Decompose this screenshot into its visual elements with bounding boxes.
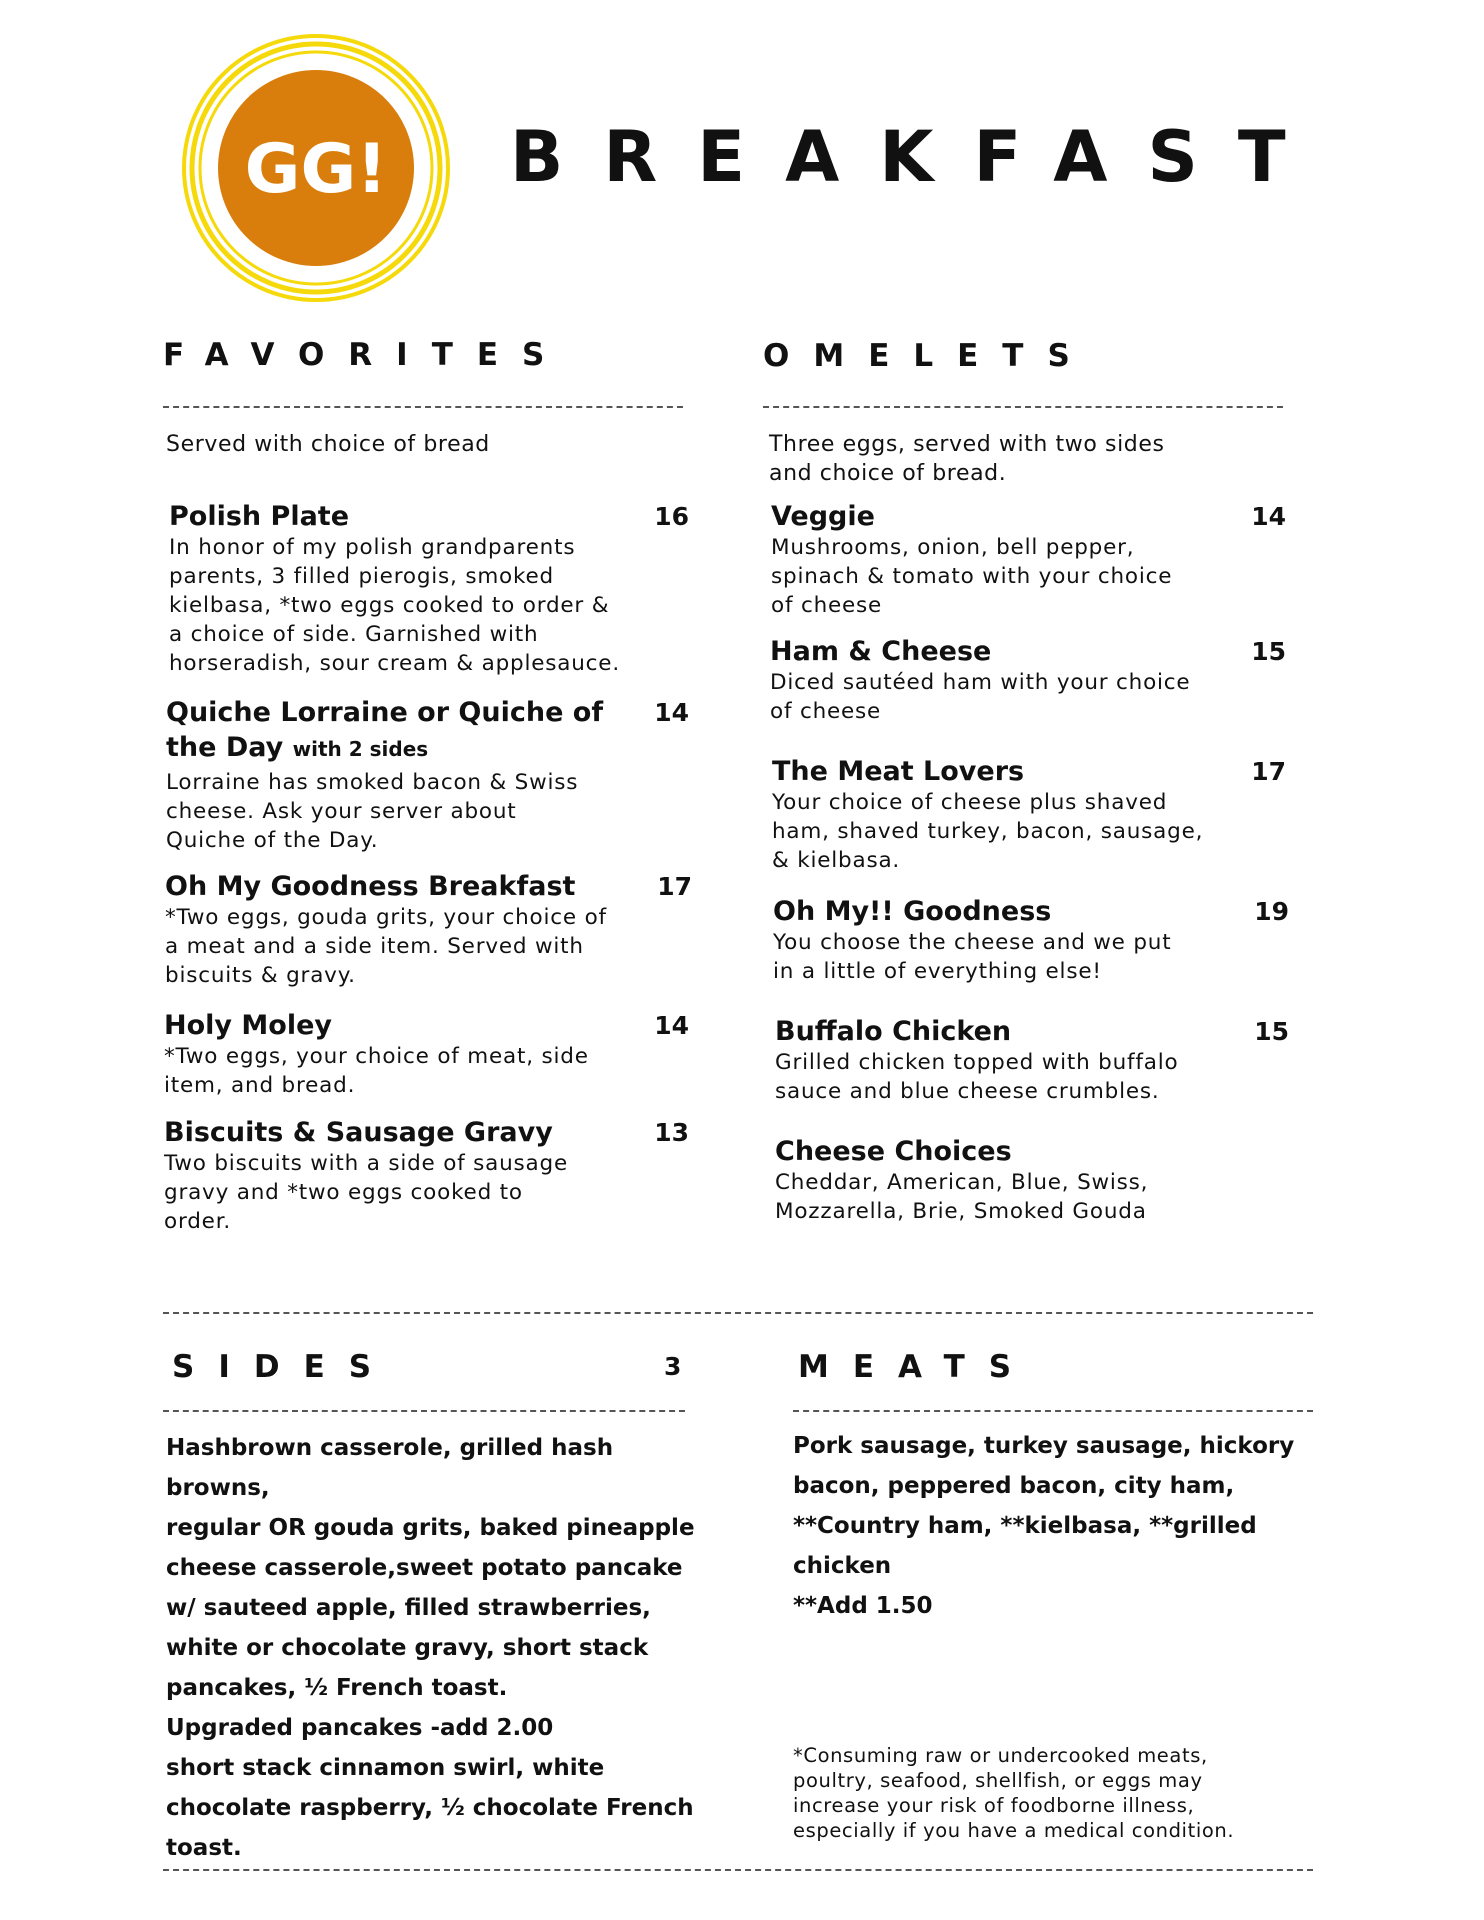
item-desc-line: spinach & tomato with your choice [771, 564, 1173, 589]
omelets-divider [763, 406, 1283, 408]
item-desc-line: biscuits & gravy. [165, 963, 356, 988]
sides-price: 3 [664, 1352, 682, 1381]
item-price: 15 [1254, 1017, 1289, 1046]
sides-line: pancakes, ½ French toast. [166, 1675, 508, 1701]
item-desc-line: Two biscuits with a side of sausage [164, 1151, 569, 1176]
menu-item-quiche [166, 696, 689, 855]
item-name: Veggie [771, 501, 875, 532]
advisory-line: increase your risk of foodborne illness, [793, 1794, 1195, 1817]
sides-line: Hashbrown casserole, grilled hash browns, [166, 1435, 614, 1501]
favorites-intro: Served with choice of bread [166, 432, 490, 457]
item-desc-line: sauce and blue cheese crumbles. [775, 1079, 1160, 1104]
sides-line: white or chocolate gravy, short stack [166, 1635, 649, 1661]
meats-heading: MEATS [798, 1349, 1036, 1385]
advisory-line: *Consuming raw or undercooked meats, [793, 1744, 1208, 1767]
section-divider [163, 1312, 1313, 1314]
upgrade-line: chocolate raspberry, ½ chocolate French [166, 1795, 694, 1821]
sides-line: cheese casserole,sweet potato pancake [166, 1555, 683, 1581]
item-name: Biscuits & Sausage Gravy [164, 1117, 553, 1148]
item-name-continued: the Day [166, 732, 284, 763]
item-desc-line: In honor of my polish grandparents [169, 535, 576, 560]
item-desc-line: of cheese [770, 699, 882, 724]
favorites-divider [163, 406, 683, 408]
item-desc-line: a meat and a side item. Served with [165, 934, 584, 959]
page-title: BREAKFAST [510, 116, 1326, 198]
item-price: 13 [654, 1118, 689, 1147]
item-name: The Meat Lovers [772, 756, 1025, 787]
meats-divider [793, 1410, 1313, 1412]
item-name: Oh My Goodness Breakfast [165, 871, 576, 902]
item-desc-line: Grilled chicken topped with buffalo [775, 1050, 1179, 1075]
item-desc-line: a choice of side. Garnished with [169, 622, 539, 647]
item-suffix: with 2 sides [292, 737, 429, 761]
item-name: Cheese Choices [775, 1136, 1012, 1167]
menu-item-meat-lovers [772, 755, 1286, 875]
item-name: Holy Moley [164, 1010, 332, 1041]
item-name: Buffalo Chicken [775, 1016, 1012, 1047]
item-name: Oh My!! Goodness [773, 896, 1052, 927]
menu-item-oh-my-goodness-breakfast [165, 870, 692, 990]
favorites-heading: FAVORITES [163, 337, 569, 373]
advisory-line: especially if you have a medical condition. [793, 1819, 1235, 1842]
advisory-line: poultry, seafood, shellfish, or eggs may [793, 1769, 1203, 1792]
omelets-heading: OMELETS [763, 338, 1094, 374]
sides-line: regular OR gouda grits, baked pineapple [166, 1515, 695, 1541]
upgraded-pancakes [166, 1708, 706, 1868]
item-desc-line: Diced sautéed ham with your choice [770, 670, 1191, 695]
menu-item-polish-plate [169, 500, 689, 678]
item-desc-line: Mozzarella, Brie, Smoked Gouda [775, 1199, 1147, 1224]
item-price: 14 [654, 698, 689, 727]
meats-list [793, 1426, 1333, 1626]
meats-line: Pork sausage, turkey sausage, hickory [793, 1433, 1295, 1459]
item-name: Quiche Lorraine or Quiche of [166, 697, 604, 728]
cheese-choices [775, 1135, 1289, 1226]
menu-item-holy-moley [164, 1009, 689, 1100]
item-price: 17 [657, 872, 692, 901]
upgrade-line: toast. [166, 1835, 242, 1861]
item-desc-line: of cheese [771, 593, 883, 618]
item-desc-line: Mushrooms, onion, bell pepper, [771, 535, 1135, 560]
item-desc-line: & kielbasa. [772, 848, 901, 873]
item-desc-line: cheese. Ask your server about [166, 799, 517, 824]
omelets-intro-line: Three eggs, served with two sides [769, 432, 1165, 457]
item-desc-line: order. [164, 1209, 231, 1234]
item-price: 15 [1251, 637, 1286, 666]
item-desc-line: Your choice of cheese plus shaved [772, 790, 1168, 815]
sides-list [166, 1428, 706, 1708]
item-desc-line: Cheddar, American, Blue, Swiss, [775, 1170, 1149, 1195]
upgrade-line: short stack cinnamon swirl, white [166, 1755, 605, 1781]
menu-item-veggie [771, 500, 1286, 620]
item-desc-line: *Two eggs, your choice of meat, side [164, 1044, 589, 1069]
item-desc-line: kielbasa, *two eggs cooked to order & [169, 593, 610, 618]
item-desc-line: in a little of everything else! [773, 959, 1102, 984]
item-desc-line: gravy and *two eggs cooked to [164, 1180, 523, 1205]
upgrade-line: Upgraded pancakes -add 2.00 [166, 1715, 554, 1741]
bottom-divider [163, 1869, 1313, 1871]
menu-item-biscuits-gravy [164, 1116, 689, 1236]
item-price: 14 [654, 1011, 689, 1040]
omelets-intro-line: and choice of bread. [769, 461, 1007, 486]
item-desc-line: *Two eggs, gouda grits, your choice of [165, 905, 607, 930]
sides-line: w/ sauteed apple, filled strawberries, [166, 1595, 651, 1621]
meats-line: bacon, peppered bacon, city ham, [793, 1473, 1235, 1499]
item-price: 19 [1254, 897, 1289, 926]
meats-line: **Add 1.50 [793, 1593, 933, 1619]
menu-item-oh-my-goodness [773, 895, 1289, 986]
logo-text: GG! [244, 130, 388, 209]
sides-divider [163, 1410, 685, 1412]
menu-item-buffalo-chicken [775, 1015, 1289, 1106]
item-price: 17 [1251, 757, 1286, 786]
item-desc-line: You choose the cheese and we put [773, 930, 1172, 955]
item-name: Polish Plate [169, 501, 350, 532]
item-desc-line: horseradish, sour cream & applesauce. [169, 651, 620, 676]
item-desc-line: ham, shaved turkey, bacon, sausage, [772, 819, 1204, 844]
item-desc-line: item, and bread. [164, 1073, 356, 1098]
gg-logo [180, 32, 452, 304]
item-name: Ham & Cheese [770, 636, 992, 667]
item-desc-line: Lorraine has smoked bacon & Swiss [166, 770, 579, 795]
item-desc-line: Quiche of the Day. [166, 828, 379, 853]
item-price: 14 [1251, 502, 1286, 531]
item-price: 16 [654, 502, 689, 531]
meats-line: chicken [793, 1553, 892, 1579]
item-desc-line: parents, 3 filled pierogis, smoked [169, 564, 554, 589]
consumer-advisory [793, 1743, 1313, 1843]
meats-line: **Country ham, **kielbasa, **grilled [793, 1513, 1257, 1539]
menu-item-ham-cheese [770, 635, 1286, 726]
sides-heading: SIDES [172, 1349, 396, 1385]
